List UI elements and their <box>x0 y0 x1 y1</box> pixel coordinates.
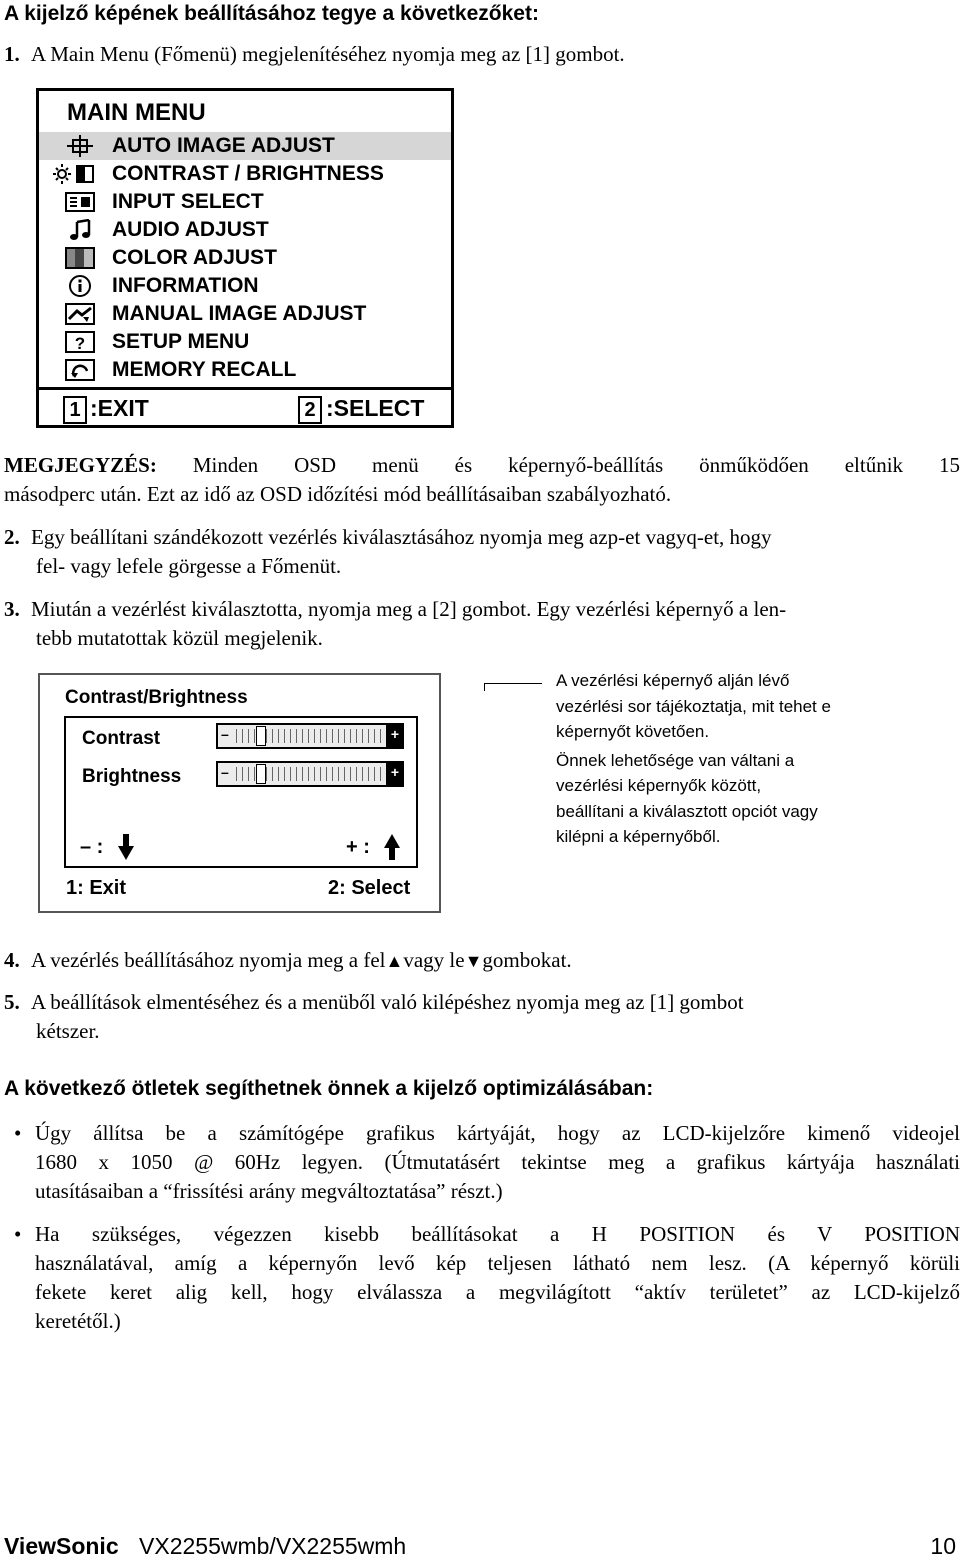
menu-item-label: MANUAL IMAGE ADJUST <box>112 302 367 325</box>
minus-sign: – <box>221 726 229 742</box>
svg-text:?: ? <box>74 334 86 353</box>
osd-select-label: 2: Select <box>328 877 411 899</box>
callout-line-tick <box>484 683 485 691</box>
down-key-label: – : <box>80 836 104 858</box>
step-text: A Main Menu (Főmenü) megjelenítéséhez nyomja meg az [1] gombot. <box>31 42 625 66</box>
step-2-line-2: fel- vagy lefele görgesse a Főmenüt. <box>36 554 342 578</box>
step-4 <box>4 946 572 976</box>
question-icon <box>65 331 95 353</box>
down-arrow-icon[interactable] <box>118 834 134 860</box>
section-heading: A kijelző képének beállításához tegye a következőket: <box>4 2 539 25</box>
step-5-line-2: kétszer. <box>36 1019 100 1043</box>
note-line-1: Minden OSD menü és képernyő-beállítás önműködően eltűnik 15 <box>192 453 960 477</box>
step-number: 2. <box>4 525 20 549</box>
color-icon <box>65 247 95 269</box>
menu-item-setup-menu[interactable] <box>39 328 451 356</box>
input-select-icon <box>65 191 95 213</box>
up-key-label: + : <box>346 836 370 858</box>
main-menu-osd <box>36 88 454 428</box>
brightness-slider[interactable] <box>216 761 404 787</box>
menu-item-information[interactable] <box>39 272 451 300</box>
menu-item-color-adjust[interactable] <box>39 244 451 272</box>
step-text-c: gombokat. <box>482 948 572 972</box>
bullet-line: Ha szükséges, végezzen kisebb beállításokat a H POSITION és V POSITION <box>35 1222 960 1246</box>
callout-line: beállítani a kiválasztott opciót vagy <box>556 801 818 821</box>
menu-item-label: AUTO IMAGE ADJUST <box>112 134 335 157</box>
model-name: VX2255wmb/VX2255wmh <box>139 1533 407 1559</box>
step-text-a: A vezérlés beállításához nyomja meg a fel <box>31 948 386 972</box>
callout-line: Önnek lehetősége van váltani a <box>556 750 795 770</box>
brightness-label: Brightness <box>82 766 182 787</box>
bullet-item <box>35 1220 960 1336</box>
osd-title: Contrast/Brightness <box>65 687 248 708</box>
step-3 <box>4 595 786 624</box>
step-text: Miután a vezérlést kiválasztotta, nyomja meg a [2] gombot. Egy vezérlési képernyő a len- <box>31 597 787 621</box>
menu-item-audio-adjust[interactable] <box>39 216 451 244</box>
step-2 <box>4 523 772 552</box>
menu-item-label: AUDIO ADJUST <box>112 218 269 241</box>
menu-item-label: INPUT SELECT <box>112 190 264 213</box>
slider-thumb[interactable] <box>256 726 266 746</box>
note <box>4 451 960 480</box>
menu-item-label: COLOR ADJUST <box>112 246 277 269</box>
select-label: :SELECT <box>326 395 425 421</box>
callout-line <box>484 683 542 684</box>
step-number: 4. <box>4 948 20 972</box>
down-triangle-icon: ▼ <box>464 951 483 971</box>
plus-sign: + <box>390 726 399 742</box>
menu-item-memory-recall[interactable] <box>39 356 451 384</box>
brand-name: ViewSonic <box>4 1533 119 1559</box>
manual-adjust-icon <box>65 303 95 325</box>
menu-item-manual-image-adjust[interactable] <box>39 300 451 328</box>
callout-text <box>556 668 831 850</box>
bullet-line: fekete keret alig kell, hogy elválassza a megvilágított “aktív területet” az LCD-kijelző <box>35 1280 960 1304</box>
step-number: 1. <box>4 42 20 66</box>
minus-sign: – <box>221 764 229 780</box>
menu-item-auto-image-adjust[interactable] <box>39 132 451 160</box>
up-arrow-icon[interactable] <box>384 834 400 860</box>
info-icon <box>65 275 95 297</box>
bullet-line: Úgy állítsa be a számítógépe grafikus kártyáját, hogy az LCD-kijelzőre kimenő videojel <box>35 1121 960 1145</box>
contrast-brightness-icon <box>53 163 97 185</box>
step-text: A beállítások elmentéséhez és a menüből való kilépéshez nyomja meg az [1] gombot <box>31 990 744 1014</box>
bullet-marker: • <box>14 1222 22 1246</box>
step-text: Egy beállítani szándékozott vezérlés kiválasztásához nyomja meg azp-et vagyq-et, hogy <box>31 525 772 549</box>
step-1 <box>4 40 625 69</box>
menu-item-label: INFORMATION <box>112 274 259 297</box>
select-key-button[interactable]: 2 <box>298 396 322 424</box>
bullet-line: 1680 x 1050 @ 60Hz legyen. (Útmutatásért tekintse meg a grafikus kártyája használati <box>35 1150 960 1174</box>
audio-icon <box>65 219 95 241</box>
bullet-line: utasításaiban a “frissítési arány megváltoztatása” részt.) <box>35 1179 503 1203</box>
step-3-line-2: tebb mutatottak közül megjelenik. <box>36 626 323 650</box>
callout-line: vezérlési sor tájékoztatja, mit tehet e <box>556 696 831 716</box>
page-footer <box>4 1533 406 1560</box>
menu-item-label: CONTRAST / BRIGHTNESS <box>112 162 384 185</box>
osd-controls-panel <box>64 716 418 868</box>
bullet-line: használatával, amíg a képernyőn levő kép teljesen látható nem lesz. (A képernyő körüli <box>35 1251 960 1275</box>
bullet-line: keretétől.) <box>35 1309 121 1333</box>
up-triangle-icon: ▲ <box>385 951 404 971</box>
step-number: 3. <box>4 597 20 621</box>
exit-label: :EXIT <box>90 395 149 421</box>
step-text-b: vagy le <box>403 948 465 972</box>
osd-exit-label: 1: Exit <box>66 877 127 899</box>
menu-item-contrast-brightness[interactable] <box>39 160 451 188</box>
auto-adjust-icon <box>65 135 95 157</box>
menu-item-label: MEMORY RECALL <box>112 358 297 381</box>
exit-key-button[interactable]: 1 <box>63 396 87 424</box>
tips-heading: A következő ötletek segíthetnek önnek a kijelző optimizálásában: <box>4 1077 654 1100</box>
slider-thumb[interactable] <box>256 764 266 784</box>
memory-recall-icon <box>65 359 95 381</box>
bullet-marker: • <box>14 1121 22 1145</box>
contrast-slider[interactable] <box>216 723 404 749</box>
callout-line: képernyőt követően. <box>556 722 710 741</box>
step-number: 5. <box>4 990 20 1014</box>
plus-sign: + <box>390 764 399 780</box>
callout-line: kilépni a képernyőből. <box>556 827 721 846</box>
contrast-brightness-osd <box>38 673 441 913</box>
callout-line: vezérlési képernyők között, <box>556 776 762 795</box>
bullet-item <box>35 1119 960 1206</box>
step-5 <box>4 988 744 1017</box>
page-number: 10 <box>930 1533 956 1559</box>
main-menu-title: MAIN MENU <box>67 99 206 126</box>
menu-item-input-select[interactable] <box>39 188 451 216</box>
contrast-label: Contrast <box>82 728 161 749</box>
note-label: MEGJEGYZÉS: <box>4 453 157 477</box>
note-line-2: másodperc után. Ezt az idő az OSD időzítési mód beállításaiban szabályozható. <box>4 482 672 506</box>
menu-item-label: SETUP MENU <box>112 330 250 353</box>
callout-line: A vezérlési képernyő alján lévő <box>556 671 790 690</box>
divider <box>39 387 451 390</box>
